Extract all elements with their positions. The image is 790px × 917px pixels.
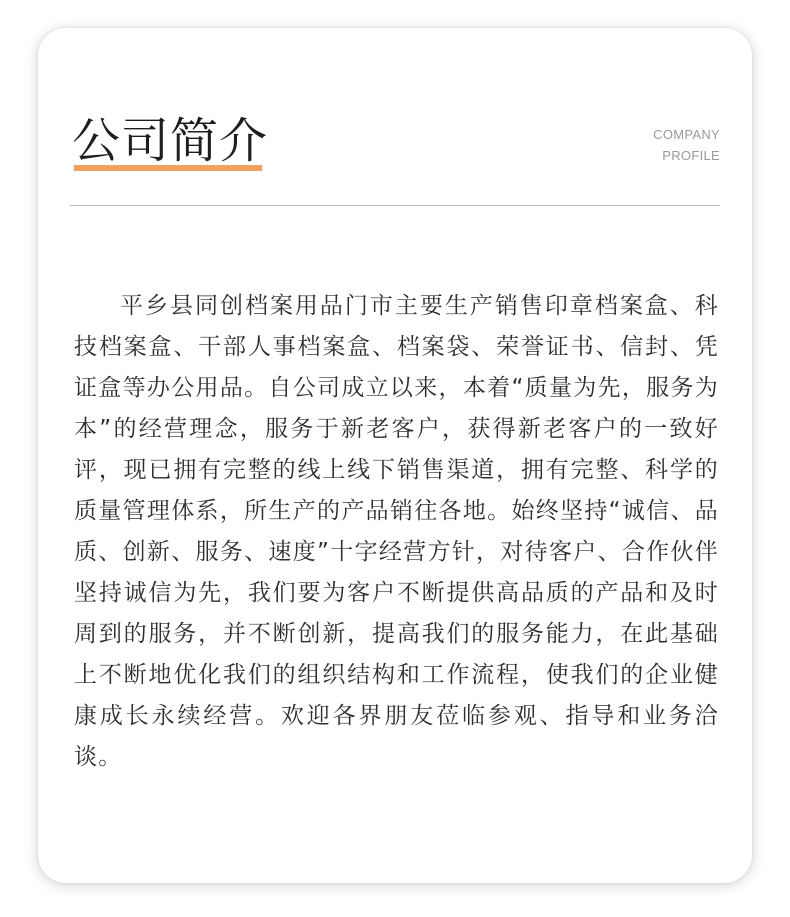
english-subtitle-line-1: COMPANY [653, 127, 720, 142]
english-subtitle [653, 124, 720, 166]
page-title: 公司简介 [72, 113, 269, 169]
title-block [72, 110, 268, 172]
english-subtitle-line-2: PROFILE [662, 148, 720, 163]
company-profile-card [38, 28, 752, 883]
header-divider [70, 205, 720, 206]
profile-paragraph: 平乡县同创档案用品门市主要生产销售印章档案盒、科技档案盒、干部人事档案盒、档案袋、荣誉证书、信封、凭证盒等办公用品。自公司成立以来，本着“质量为先，服务为本”的经营理念，服务于新老客户，获得新老客户的一致好评，现已拥有完整的线上线下销售渠道，拥有完整、科学的质量管理体系，所生产的产品销往各地。始终坚持“诚信、品质、创新、服务、速度”十字经营方针，对待客户、合作伙伴坚持诚信为先，我们要为客户不断提供高品质的产品和及时周到的服务，并不断创新，提高我们的服务能力，在此基础上不断地优化我们的组织结构和工作流程，使我们的企业健康成长永续经营。欢迎各界朋友莅临参观、指导和业务洽谈。 [74, 293, 719, 770]
